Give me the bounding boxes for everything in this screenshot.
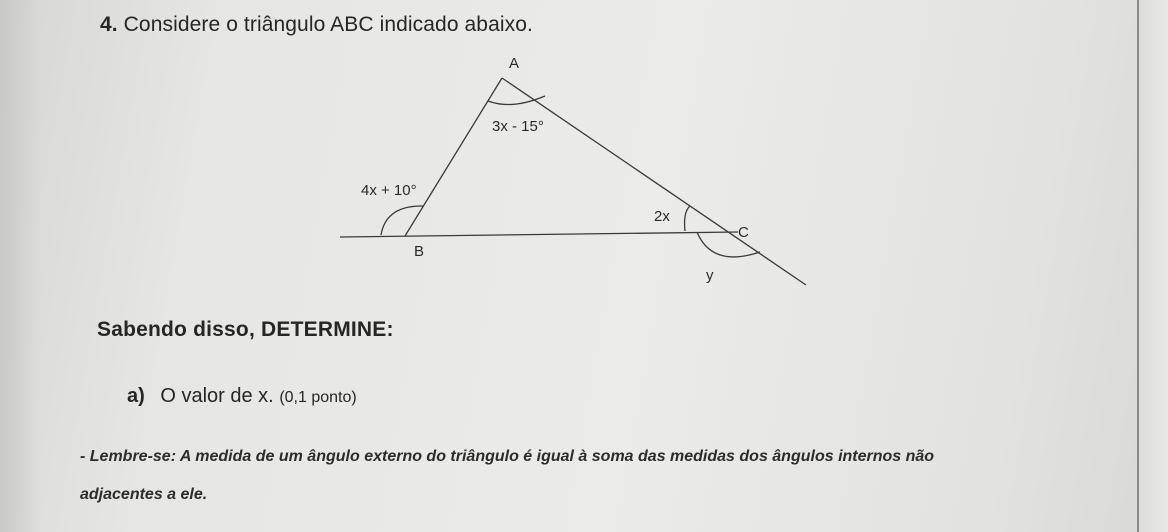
vertex-b-label: B (414, 243, 425, 260)
vertex-c-label: C (738, 224, 749, 241)
item-a-points: (0,1 ponto) (279, 389, 357, 406)
angle-arc-a (488, 96, 545, 105)
base-line (340, 232, 738, 237)
section-heading: Sabendo disso, DETERMINE: (97, 318, 394, 341)
hint-note (80, 438, 1120, 514)
item-a (127, 385, 357, 408)
item-a-label: a) (127, 385, 145, 407)
item-a-text: O valor de x. (160, 385, 274, 407)
angle-arc-c-internal (685, 206, 690, 231)
angle-arc-b (381, 206, 424, 235)
angle-c-external-label: y (706, 267, 714, 284)
hint-line-2: adjacentes a ele. (80, 486, 208, 503)
angle-a-label: 3x - 15° (492, 118, 544, 135)
angle-b-external-label: 4x + 10° (361, 182, 417, 199)
question-number: 4. (100, 13, 118, 36)
vertex-a-label: A (509, 55, 520, 72)
angle-arc-c-external (697, 232, 760, 257)
angle-c-label: 2x (654, 208, 670, 225)
question-text: Considere o triângulo ABC indicado abaixo. (123, 13, 533, 36)
hint-line-1: - Lembre-se: A medida de um ângulo externo do triângulo é igual à soma das medidas dos ângulos internos não (80, 448, 935, 465)
side-ab (405, 78, 502, 236)
side-ac (502, 78, 806, 285)
